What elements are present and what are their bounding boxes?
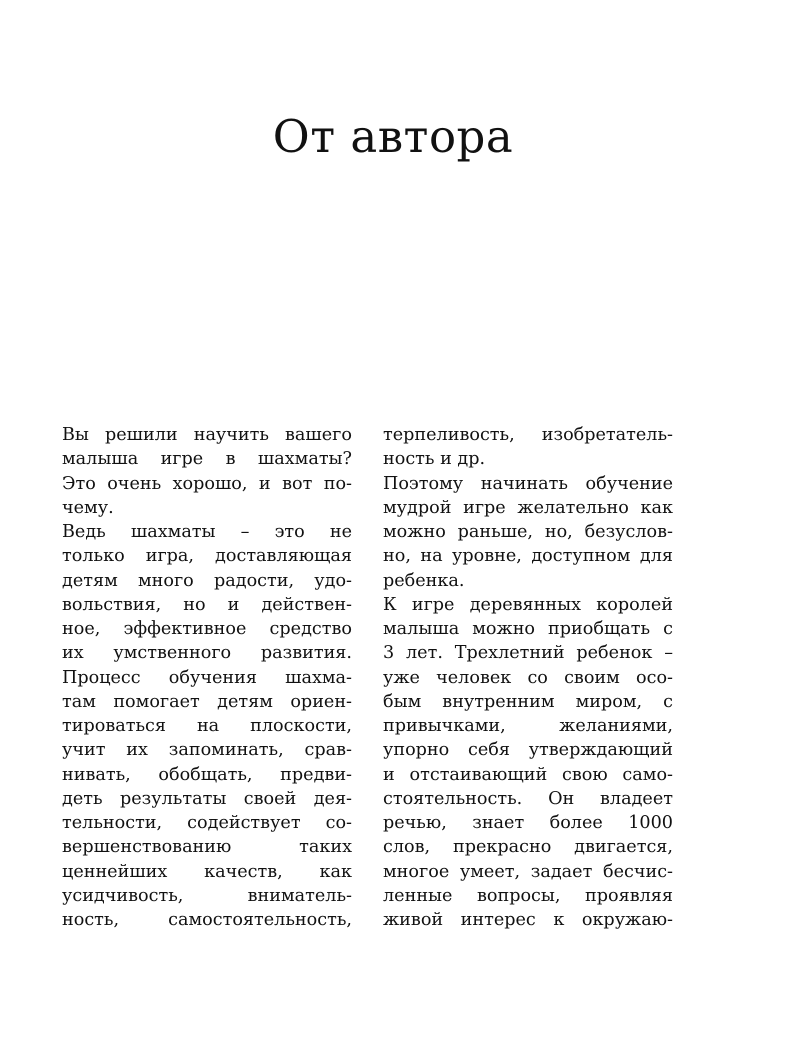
text-line: их умственного развития. xyxy=(62,643,352,664)
text-line: 3 лет. Трехлетний ребенок – xyxy=(383,643,673,664)
text-line: Процесс обучения шахма- xyxy=(62,667,352,688)
text-line: стоятельность. Он владеет xyxy=(383,788,673,809)
text-line: уже человек со своим осо- xyxy=(383,667,673,688)
text-line: вершенствованию таких xyxy=(62,837,352,858)
text-line: чему. xyxy=(62,497,114,518)
text-line: тироваться на плоскости, xyxy=(62,716,352,736)
text-line: упорно себя утверждающий xyxy=(383,740,673,761)
text-line: многое умеет, задает бесчис- xyxy=(383,861,673,882)
text-line: там помогает детям ориен- xyxy=(62,691,352,712)
text-line: Поэтому начинать обучение xyxy=(383,473,673,494)
text-line: Это очень хорошо, и вот по- xyxy=(62,473,352,494)
right-text-column xyxy=(383,423,673,932)
text-line: деть результаты своей дея- xyxy=(62,788,352,809)
text-line: речью, знает более 1000 xyxy=(383,813,673,833)
text-line: вольствия, но и действен- xyxy=(62,594,352,615)
text-line: ребенка. xyxy=(383,570,465,591)
text-line: К игре деревянных королей xyxy=(383,594,673,615)
text-line: ное, эффективное средство xyxy=(62,619,352,639)
text-line: Ведь шахматы – это не xyxy=(62,522,352,542)
page-title: От автора xyxy=(272,110,514,163)
text-line: детям много радости, удо- xyxy=(62,570,352,591)
text-line: тельности, содействует со- xyxy=(62,813,352,833)
text-line: живой интерес к окружаю- xyxy=(383,910,673,930)
text-line: можно раньше, но, безуслов- xyxy=(383,522,673,542)
text-line: терпеливость, изобретатель- xyxy=(383,425,673,445)
text-line: усидчивость, вниматель- xyxy=(62,885,352,906)
text-line: нивать, обобщать, предви- xyxy=(62,764,352,785)
text-line: ценнейших качеств, как xyxy=(62,861,352,882)
left-text-column xyxy=(62,423,352,932)
text-line: но, на уровне, доступном для xyxy=(383,546,673,567)
text-line: только игра, доставляющая xyxy=(62,546,352,567)
text-line: малыша игре в шахматы? xyxy=(62,449,352,470)
text-line: ленные вопросы, проявляя xyxy=(383,885,673,906)
text-line: ность, самостоятельность, xyxy=(62,910,352,930)
text-line: учит их запоминать, срав- xyxy=(62,740,352,761)
text-line: ность и др. xyxy=(383,449,486,470)
text-line: бым внутренним миром, с xyxy=(383,691,673,712)
text-line: слов, прекрасно двигается, xyxy=(383,837,673,858)
text-line: мудрой игре желательно как xyxy=(383,497,673,518)
text-line: малыша можно приобщать с xyxy=(383,619,673,639)
text-line: и отстаивающий свою само- xyxy=(383,764,673,785)
text-line: привычками, желаниями, xyxy=(383,716,673,736)
text-line: Вы решили научить вашего xyxy=(62,425,352,445)
